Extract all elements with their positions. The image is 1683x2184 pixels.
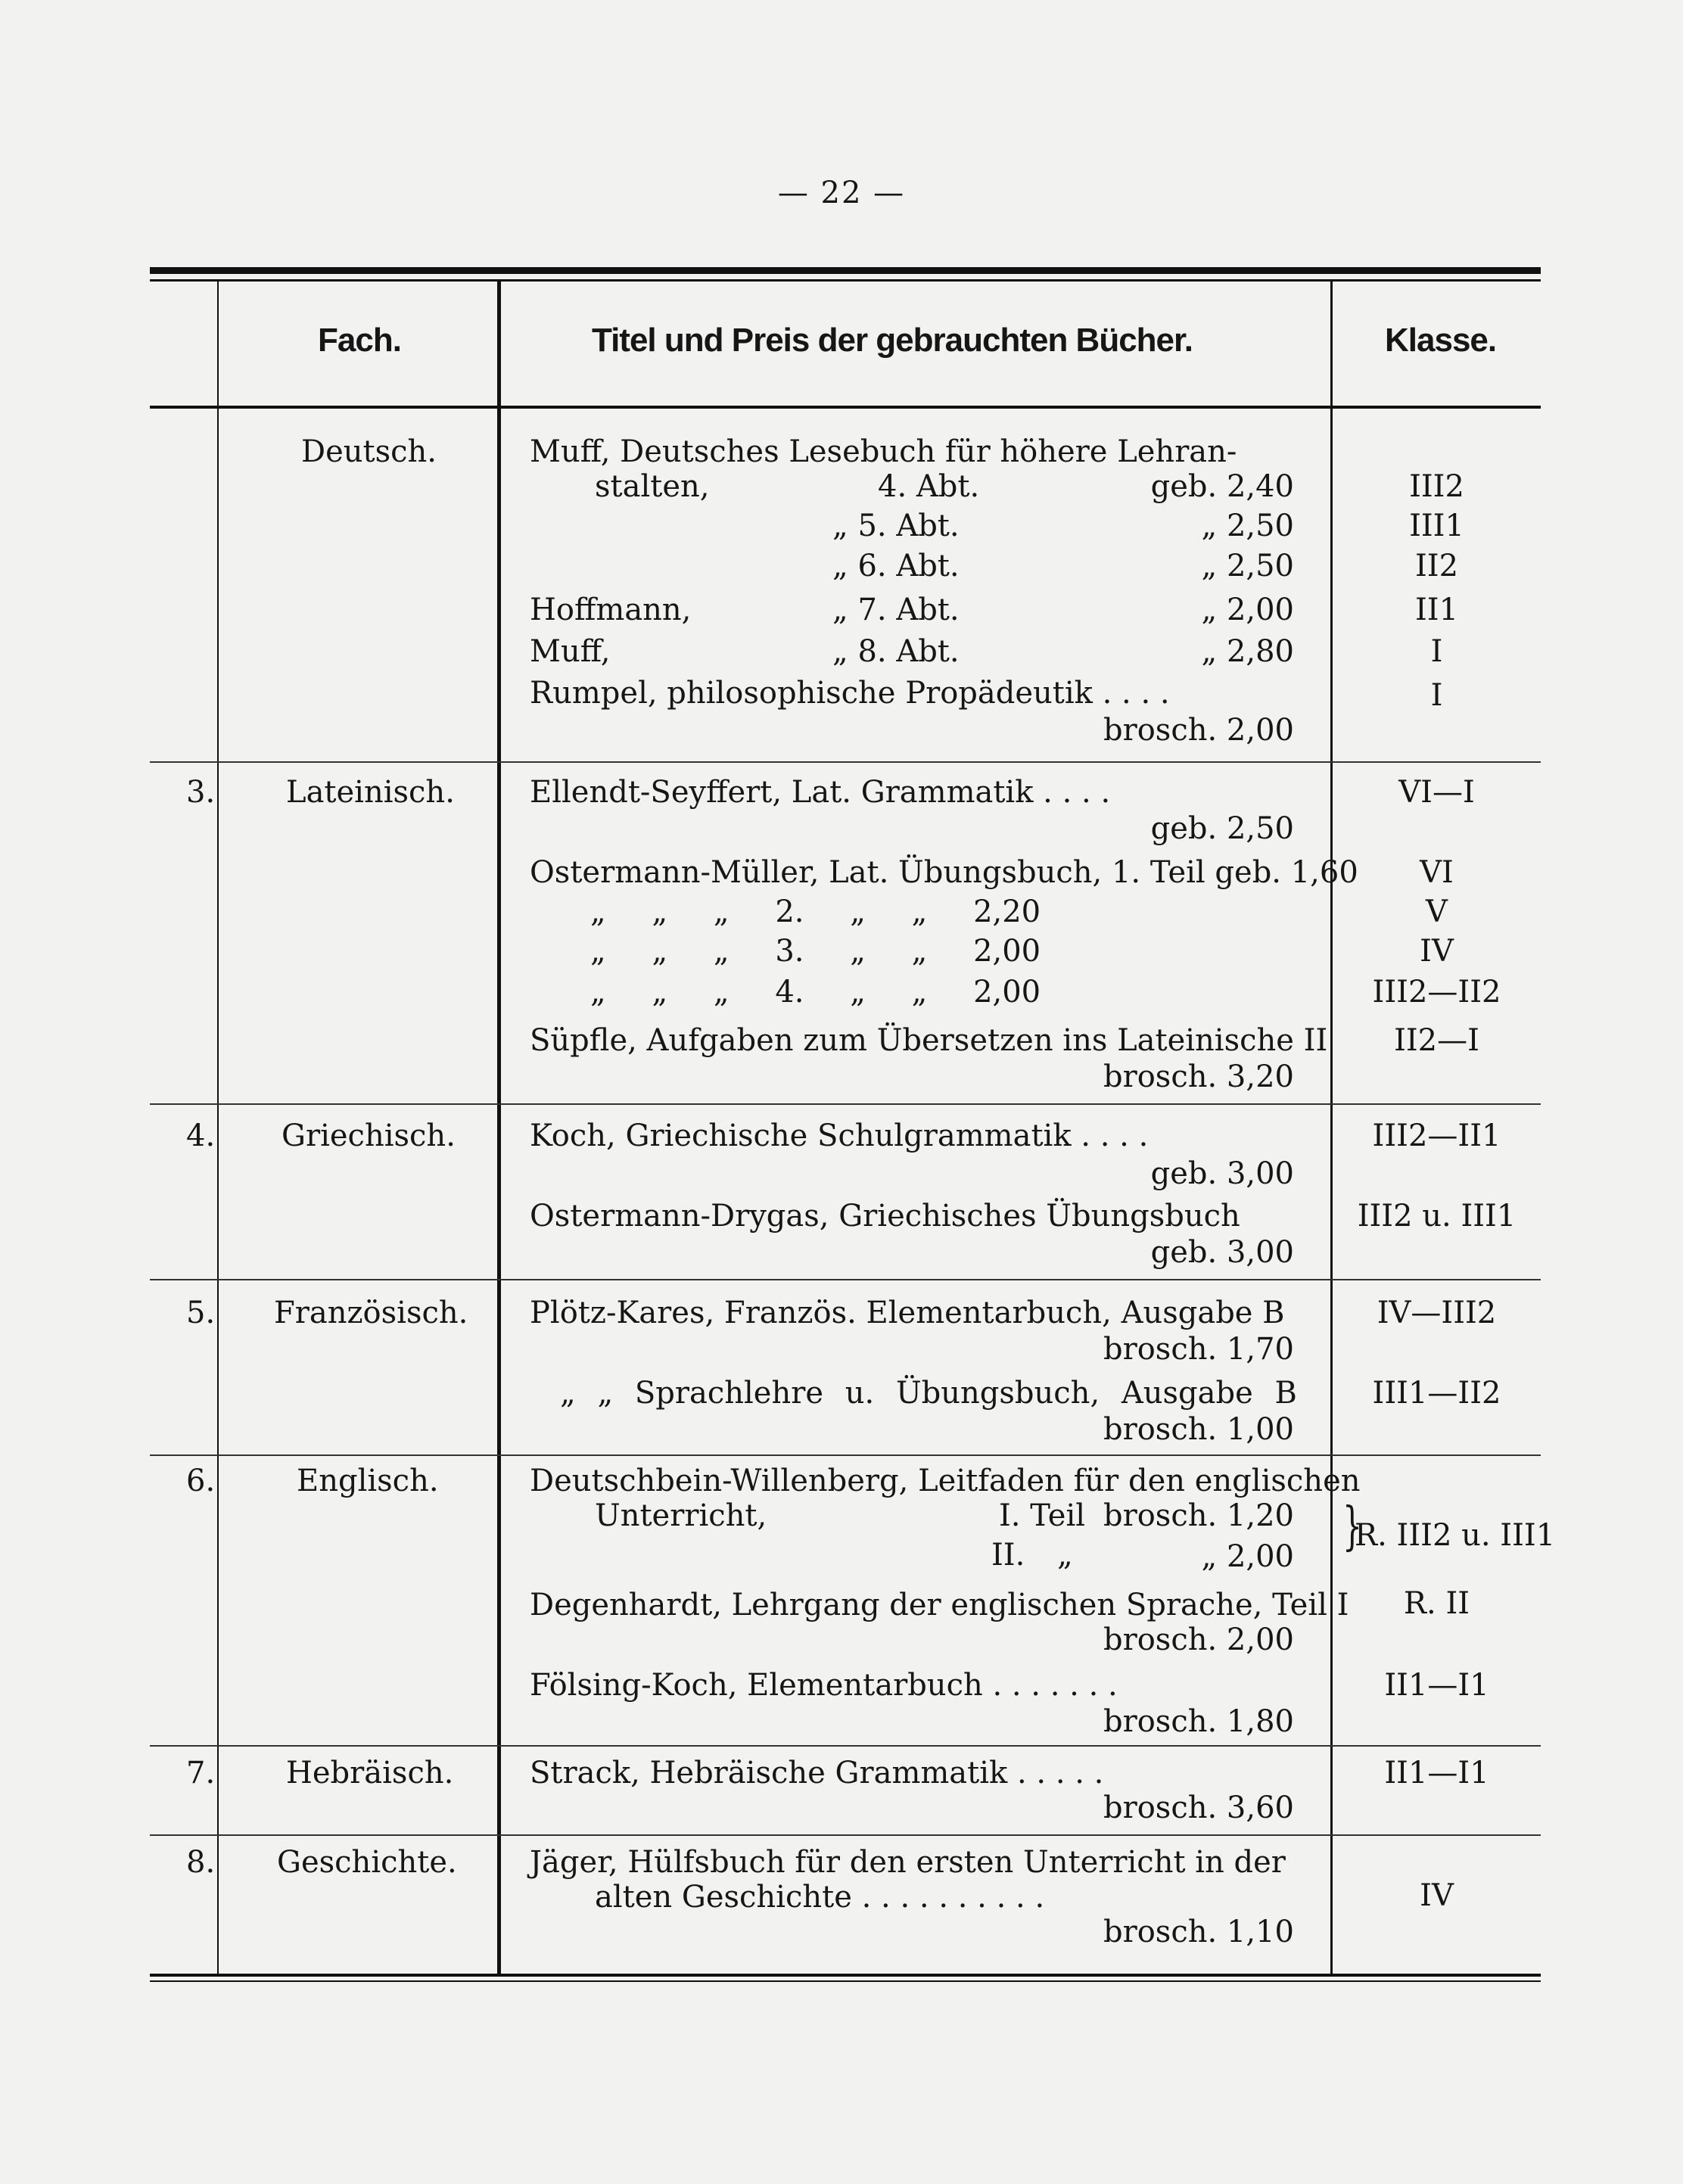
section-subject: Französisch. bbox=[274, 1296, 468, 1330]
book-line: alten Geschichte . . . . . . . . . . bbox=[595, 1880, 1045, 1915]
edition-label: „ 7. Abt. bbox=[832, 593, 960, 627]
price: brosch. 1,10 bbox=[1103, 1915, 1294, 1949]
class-value: III2—II2 bbox=[1372, 975, 1501, 1010]
class-value: I bbox=[1430, 634, 1443, 669]
section-divider bbox=[150, 1834, 1541, 1836]
book-line: Ellendt-Seyffert, Lat. Grammatik . . . . bbox=[530, 775, 1111, 810]
book-line: Ostermann-Drygas, Griechisches Übungsbuch bbox=[530, 1199, 1240, 1234]
page-number: — 22 — bbox=[777, 176, 906, 210]
class-value: I bbox=[1430, 678, 1443, 713]
class-value: III2 bbox=[1409, 469, 1464, 504]
book-line: „ „ Sprachlehre u. Übungsbuch, Ausgabe B bbox=[560, 1376, 1297, 1411]
book-line: Plötz-Kares, Französ. Elementarbuch, Ausgabe B bbox=[530, 1296, 1285, 1330]
price: brosch. 1,20 bbox=[1103, 1498, 1294, 1533]
section-subject: Deutsch. bbox=[301, 434, 437, 469]
price: geb. 3,00 bbox=[1150, 1156, 1294, 1191]
class-value: R. II bbox=[1403, 1586, 1470, 1621]
book-line: Hoffmann, bbox=[530, 593, 692, 627]
class-value: R. III2 u. III1 bbox=[1355, 1518, 1556, 1553]
section-number: 4. bbox=[186, 1118, 216, 1153]
class-value: VI bbox=[1420, 855, 1454, 890]
header-title: Titel und Preis der gebrauchten Bücher. bbox=[592, 322, 1193, 359]
class-value: II1 bbox=[1414, 593, 1459, 627]
book-line: Rumpel, philosophische Propädeutik . . . . bbox=[530, 676, 1170, 711]
book-line: Koch, Griechische Schulgrammatik . . . . bbox=[530, 1118, 1149, 1153]
class-value: III2 u. III1 bbox=[1357, 1199, 1517, 1234]
section-divider bbox=[150, 1103, 1541, 1105]
book-line: Süpfle, Aufgaben zum Übersetzen ins Lateinische II bbox=[530, 1023, 1328, 1058]
section-number: 7. bbox=[186, 1756, 216, 1790]
book-line: „ „ „ 3. „ „ 2,00 bbox=[590, 934, 1041, 969]
class-value: IV bbox=[1420, 1878, 1454, 1913]
price: brosch. 2,00 bbox=[1103, 713, 1294, 748]
book-line: Strack, Hebräische Grammatik . . . . . bbox=[530, 1756, 1104, 1790]
book-line: Muff, bbox=[530, 634, 611, 669]
price: „ 2,80 bbox=[1201, 634, 1294, 669]
class-value: II2 bbox=[1414, 549, 1459, 583]
class-value: III2—II1 bbox=[1372, 1118, 1501, 1153]
book-line: Ostermann-Müller, Lat. Übungsbuch, 1. Teil geb. 1,60 bbox=[530, 855, 1358, 890]
table-bottom-rule-thin bbox=[150, 1980, 1541, 1982]
table-top-rule bbox=[150, 267, 1541, 274]
edition-label: 4. Abt. bbox=[878, 469, 980, 504]
section-divider bbox=[150, 761, 1541, 763]
class-value: III1—II2 bbox=[1372, 1376, 1501, 1411]
brace-symbol: } bbox=[1342, 1497, 1362, 1557]
section-divider bbox=[150, 1745, 1541, 1747]
price: „ 2,50 bbox=[1201, 549, 1294, 583]
class-value: II1—I1 bbox=[1384, 1756, 1489, 1790]
column-rule-number bbox=[217, 282, 219, 1974]
book-line: Deutschbein-Willenberg, Leitfaden für den englischen bbox=[530, 1464, 1361, 1498]
section-subject: Hebräisch. bbox=[286, 1756, 454, 1790]
price: brosch. 3,20 bbox=[1103, 1059, 1294, 1094]
price: „ 2,50 bbox=[1201, 509, 1294, 543]
header-subject: Fach. bbox=[318, 322, 401, 359]
price: geb. 2,40 bbox=[1150, 469, 1294, 504]
price: „ 2,00 bbox=[1201, 593, 1294, 627]
section-number: 3. bbox=[186, 775, 216, 810]
book-line: stalten, bbox=[595, 469, 710, 504]
edition-label: II. „ bbox=[991, 1538, 1073, 1573]
class-value: II2—I bbox=[1394, 1023, 1479, 1058]
book-line: „ „ „ 4. „ „ 2,00 bbox=[590, 975, 1041, 1010]
price: brosch. 3,60 bbox=[1103, 1790, 1294, 1825]
section-divider bbox=[150, 1454, 1541, 1456]
section-subject: Englisch. bbox=[297, 1464, 439, 1498]
edition-label: „ 5. Abt. bbox=[832, 509, 960, 543]
edition-label: „ 6. Abt. bbox=[832, 549, 960, 583]
class-value: III1 bbox=[1409, 509, 1464, 543]
section-number: 6. bbox=[186, 1464, 216, 1498]
column-rule-subject bbox=[497, 282, 501, 1974]
price: brosch. 2,00 bbox=[1103, 1622, 1294, 1657]
edition-label: I. Teil bbox=[999, 1498, 1086, 1533]
table-bottom-rule bbox=[150, 1974, 1541, 1977]
class-value: IV—III2 bbox=[1377, 1296, 1497, 1330]
class-value: VI—I bbox=[1398, 775, 1475, 810]
section-number: 5. bbox=[186, 1296, 216, 1330]
price: geb. 3,00 bbox=[1150, 1235, 1294, 1270]
book-line: Fölsing-Koch, Elementarbuch . . . . . . . bbox=[530, 1668, 1118, 1703]
book-line: „ „ „ 2. „ „ 2,20 bbox=[590, 894, 1041, 929]
class-value: V bbox=[1426, 894, 1448, 929]
book-line: Degenhardt, Lehrgang der englischen Sprache, Teil I bbox=[530, 1588, 1349, 1622]
class-value: IV bbox=[1420, 934, 1454, 969]
section-subject: Lateinisch. bbox=[286, 775, 455, 810]
section-number: 8. bbox=[186, 1845, 216, 1880]
book-line: Muff, Deutsches Lesebuch für höhere Lehran- bbox=[530, 434, 1237, 469]
price: brosch. 1,70 bbox=[1103, 1332, 1294, 1367]
section-subject: Griechisch. bbox=[282, 1118, 456, 1153]
header-class: Klasse. bbox=[1385, 322, 1497, 359]
book-line: Jäger, Hülfsbuch für den ersten Unterricht in der bbox=[530, 1845, 1286, 1880]
section-subject: Geschichte. bbox=[277, 1845, 457, 1880]
price: brosch. 1,80 bbox=[1103, 1704, 1294, 1739]
edition-label: „ 8. Abt. bbox=[832, 634, 960, 669]
section-divider bbox=[150, 1279, 1541, 1280]
price: geb. 2,50 bbox=[1150, 811, 1294, 846]
book-line: Unterricht, bbox=[595, 1498, 767, 1533]
price: „ 2,00 bbox=[1201, 1539, 1294, 1574]
class-value: II1—I1 bbox=[1384, 1668, 1489, 1703]
price: brosch. 1,00 bbox=[1103, 1412, 1294, 1447]
